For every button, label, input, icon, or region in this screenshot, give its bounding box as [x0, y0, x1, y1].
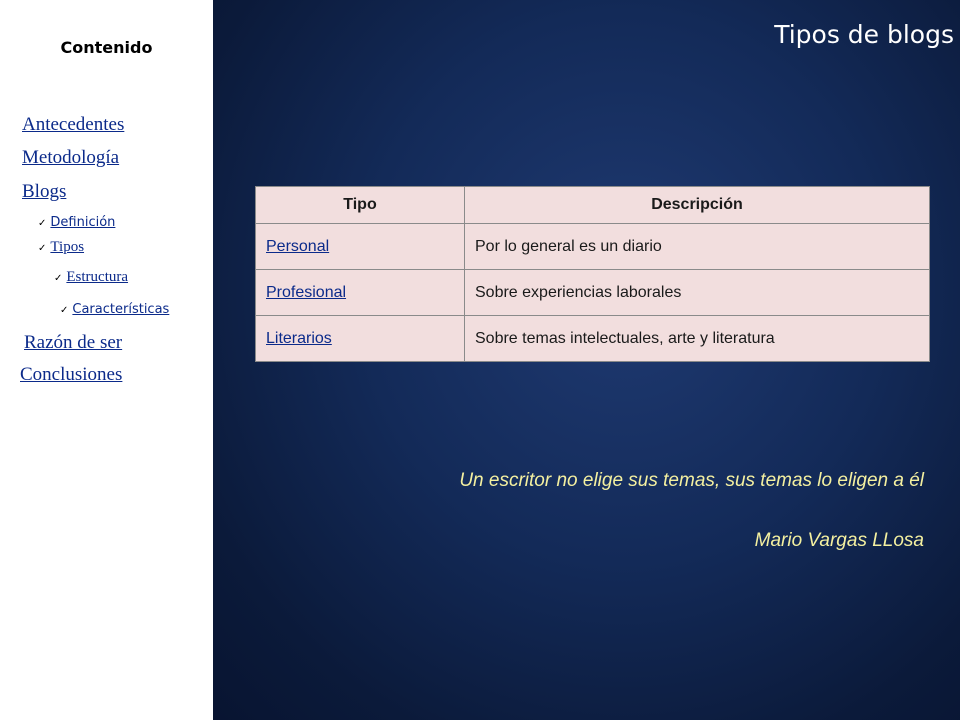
nav-link-razon-de-ser[interactable]: Razón de ser [24, 332, 123, 353]
table-row [256, 224, 930, 270]
check-icon: ✓ [38, 218, 47, 229]
column-header-descripcion: Descripción [465, 187, 930, 224]
blog-types-table [255, 186, 930, 362]
link-personal[interactable]: Personal [266, 237, 330, 255]
table-cell-descripcion: Sobre temas intelectuales, arte y literatura [465, 316, 930, 362]
nav-link-metodologia[interactable]: Metodología [22, 147, 120, 168]
quote-author: Mario Vargas LLosa [754, 530, 924, 551]
nav-link-blogs[interactable]: Blogs [22, 181, 67, 202]
table-header-row [256, 187, 930, 224]
nav-link-caracteristicas[interactable]: Características [72, 302, 170, 317]
table-cell-descripcion: Sobre experiencias laborales [465, 270, 930, 316]
nav-link-definicion[interactable]: Definición [50, 215, 116, 230]
table-row [256, 270, 930, 316]
check-icon: ✓ [38, 243, 47, 254]
link-profesional[interactable]: Profesional [266, 283, 347, 301]
sidebar-title: Contenido [60, 38, 153, 57]
nav-subitem-caracteristicas [60, 300, 169, 318]
table-cell-descripcion: Por lo general es un diario [465, 224, 930, 270]
nav-link-conclusiones[interactable]: Conclusiones [20, 364, 123, 385]
link-literarios[interactable]: Literarios [266, 329, 332, 347]
table-cell-tipo [256, 224, 465, 270]
table-row [256, 316, 930, 362]
nav-subitem-definicion [38, 213, 115, 231]
table-cell-tipo [256, 316, 465, 362]
quote-text: Un escritor no elige sus temas, sus temas lo eligen a él [459, 470, 924, 491]
column-header-tipo: Tipo [256, 187, 465, 224]
check-icon: ✓ [60, 305, 69, 316]
nav-link-tipos[interactable]: Tipos [50, 239, 85, 255]
nav-subitem-estructura [54, 268, 128, 286]
slide-title: Tipos de blogs [774, 20, 954, 49]
check-icon: ✓ [54, 273, 63, 284]
nav-link-estructura[interactable]: Estructura [66, 269, 129, 285]
table-cell-tipo [256, 270, 465, 316]
nav-subitem-tipos [38, 238, 84, 256]
sidebar [0, 0, 213, 720]
nav-link-antecedentes[interactable]: Antecedentes [22, 114, 125, 135]
